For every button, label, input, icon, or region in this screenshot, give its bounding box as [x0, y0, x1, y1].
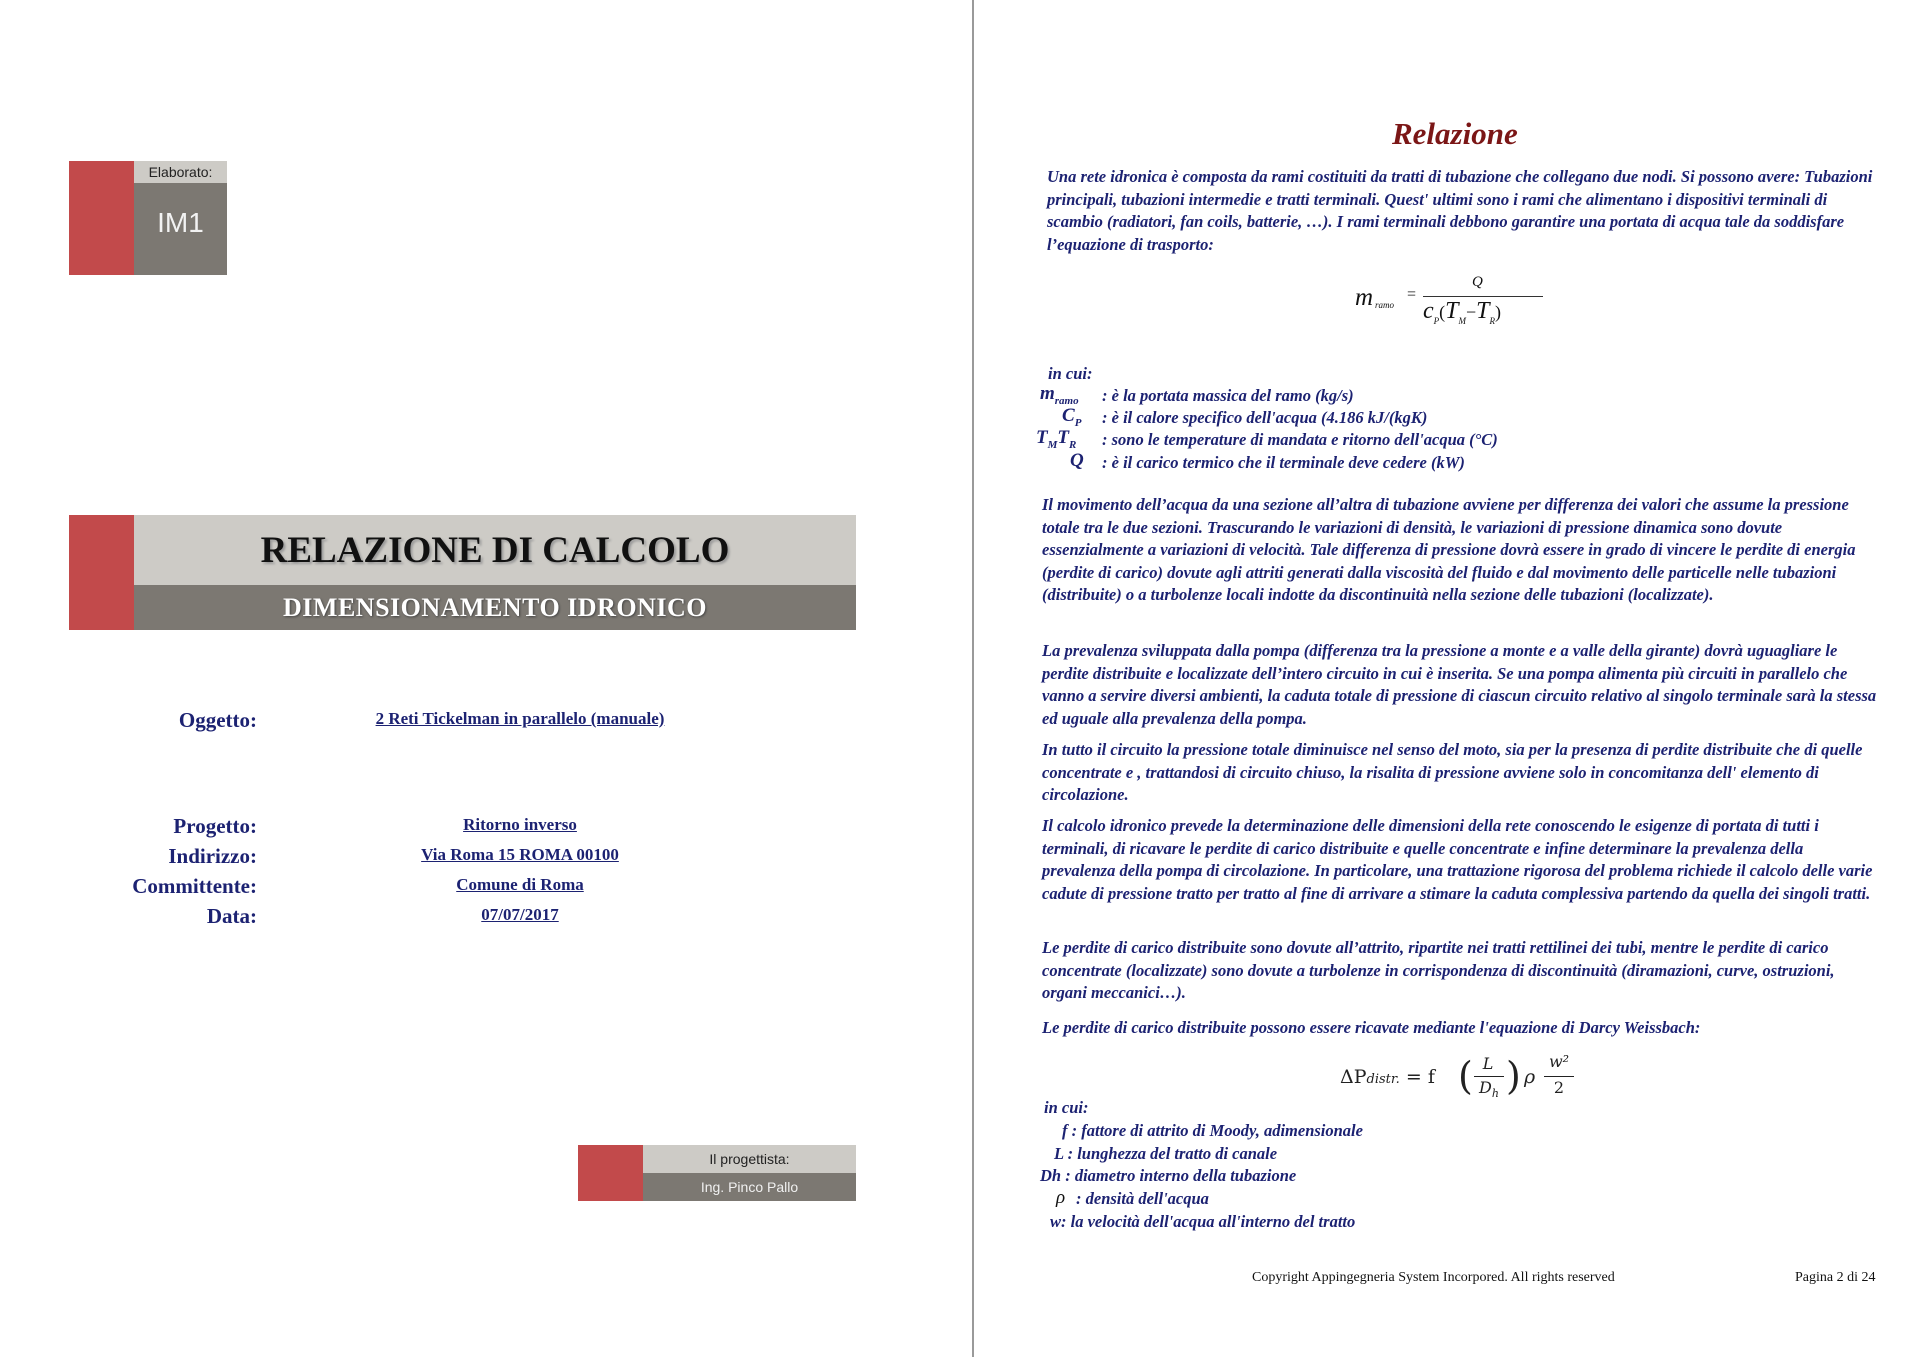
symbol-rho: ρ	[1056, 1187, 1066, 1208]
var2-w: w: la velocità dell'acqua all'interno del tratto	[1050, 1212, 1356, 1231]
data-label: Data:	[206, 904, 257, 928]
paren-open: (	[1458, 1054, 1473, 1098]
paren-close: )	[1506, 1054, 1521, 1098]
var-desc-cp: : è il calore specifico dell'acqua (4.186 kJ/(kgK)	[1102, 408, 1428, 427]
symbol-tm-tr: $T_MT_R$	[1036, 427, 1077, 451]
footer-page-number: Pagina 2 di 24	[1795, 1270, 1876, 1285]
var2-f: f : fattore di attrito di Moody, adimensionale	[1062, 1121, 1363, 1140]
transport-equation	[1355, 272, 1545, 332]
title-accent	[69, 515, 134, 630]
in-cui-label-2: in cui:	[1044, 1098, 1089, 1117]
committente-label: Committente:	[132, 874, 257, 898]
oggetto-value[interactable]: 2 Reti Tickelman in parallelo (manuale)	[375, 709, 665, 728]
formula2-rho: ρ	[1524, 1066, 1536, 1088]
symbol-cp: $C_P$	[1062, 405, 1082, 429]
fraction-line-2	[1474, 1076, 1504, 1077]
formula2-lhs: ΔPdistr. = f	[1340, 1066, 1435, 1088]
formula-denominator: $c_P(T_M-T_R)$	[1423, 298, 1502, 326]
progetto-value[interactable]: Ritorno inverso	[463, 815, 577, 834]
symbol-q: Q	[1070, 450, 1084, 471]
formula2-num-w: w²	[1548, 1052, 1570, 1071]
committente-value[interactable]: Comune di Roma	[456, 875, 584, 894]
section-title: Relazione	[1392, 116, 1518, 151]
var2-dh: Dh : diametro interno della tubazione	[1040, 1166, 1297, 1185]
document-subtitle: DIMENSIONAMENTO IDRONICO	[134, 585, 856, 630]
oggetto-label: Oggetto:	[178, 708, 257, 732]
paragraph-movimento: Il movimento dell’acqua da una sezione all’altra di tubazione avviene per differenza dei valori che assume la pressione totale tra le due sezioni. Trascurando le variazioni di densità, le variazioni di pressione dinamica sono dovute essenzialmente a variazioni di velocità. Tale differenza di pressione dovrà essere in grado di vincere le perdite di energia (perdite di carico) dovute agli attriti generati dalla viscosità del fluido e dal movimento delle particelle nelle tubazioni (distribuite) o a turbolenze locali indotte da discontinuità nella sezione delle tubazioni (localizzate).	[1042, 495, 1856, 604]
progettista-name: Ing. Pinco Pallo	[643, 1173, 856, 1201]
document-title: RELAZIONE DI CALCOLO	[134, 515, 856, 585]
paragraph-circuito: In tutto il circuito la pressione totale diminuisce nel senso del moto, sia per la presenza di perdite distribuite che di quelle concentrate e , trattandosi di circuito chiuso, la risalita di pressione avviene solo in concomitanza dell' elemento di circolazione.	[1042, 740, 1863, 804]
indirizzo-label: Indirizzo:	[168, 844, 257, 868]
fraction-line-3	[1544, 1076, 1574, 1077]
formula-numerator: Q	[1472, 274, 1483, 290]
formula-m-subscript: ramo	[1375, 300, 1395, 310]
elaborato-accent	[69, 161, 134, 275]
symbol-m-ramo: $m_{ramo}$	[1040, 383, 1079, 407]
data-value[interactable]: 07/07/2017	[481, 905, 559, 924]
paragraph-perdite: Le perdite di carico distribuite sono dovute all’attrito, ripartite nei tratti rettilinei dei tubi, mentre le perdite di carico concentrate (localizzate) sono dovute a turbolenze in corrispondenza di discontinuità (diramazioni, curve, ostruzioni, organi meccanici…).	[1042, 938, 1835, 1002]
formula2-den-dh: $D_h$	[1479, 1078, 1499, 1101]
var2-l: L : lunghezza del tratto di canale	[1054, 1144, 1278, 1163]
elaborato-label: Elaborato:	[134, 161, 227, 183]
paragraph-darcy: Le perdite di carico distribuite possono essere ricavate mediante l'equazione di Darcy Weissbach:	[1042, 1018, 1701, 1037]
var-desc-m: : è la portata massica del ramo (kg/s)	[1102, 386, 1354, 405]
formula-equals: =	[1407, 286, 1417, 303]
footer-copyright: Copyright Appingegneria System Incorpored. All rights reserved	[1252, 1270, 1615, 1285]
fraction-line	[1423, 296, 1543, 297]
var2-rho: : densità dell'acqua	[1076, 1189, 1209, 1208]
paragraph-calcolo: Il calcolo idronico prevede la determinazione delle dimensioni della rete conoscendo le esigenze di portata di tutti i terminali, di ricavare le perdite di carico distribuite e quelle concentrate e infine determinare la prevalenza della prevalenza della pompa di circolazione. In particolare, una trattazione rigorosa del problema richiede il calcolo delle varie cadute di pressione tratto per tratto al fine di arrivare a stimare la caduta complessiva partendo da quella dei singoli tratti.	[1042, 816, 1873, 903]
formula2-den-2: 2	[1553, 1078, 1565, 1097]
var-desc-q: : è il carico termico che il terminale deve cedere (kW)	[1102, 453, 1465, 472]
paragraph-intro: Una rete idronica è composta da rami costituiti da tratti di tubazione che collegano due nodi. Si possono avere: Tubazioni principali, tubazioni intermedie e tratti terminali. Quest' ultimi sono i rami che alimentano i dispositivi terminali di scambio (radiatori, fan coils, batterie, …). I rami terminali debbono garantire una portata di acqua tale da soddisfare l’equazione di trasporto:	[1047, 167, 1873, 254]
var-desc-t: : sono le temperature di mandata e ritorno dell'acqua (°C)	[1102, 430, 1498, 449]
progetto-label: Progetto:	[173, 814, 257, 838]
paragraph-prevalenza: La prevalenza sviluppata dalla pompa (differenza tra la pressione a monte e a valle della girante) dovrà uguagliare le perdite distribuite e localizzate dell’intero circuito in cui è inserita. Se una pompa alimenta più circuiti in parallelo che vanno a servire diversi ambienti, la caduta totale di pressione di ciascun circuito relativo al singolo terminale sarà la stessa ed uguale alla prevalenza della pompa.	[1042, 641, 1877, 728]
progettista-label: Il progettista:	[643, 1145, 856, 1173]
formula-m: m	[1355, 284, 1374, 311]
indirizzo-value[interactable]: Via Roma 15 ROMA 00100	[421, 845, 619, 864]
elaborato-code: IM1	[134, 183, 227, 275]
page-divider	[972, 0, 974, 1357]
formula2-num-l: L	[1482, 1054, 1494, 1073]
in-cui-label: in cui:	[1048, 364, 1093, 383]
progettista-accent	[578, 1145, 643, 1201]
